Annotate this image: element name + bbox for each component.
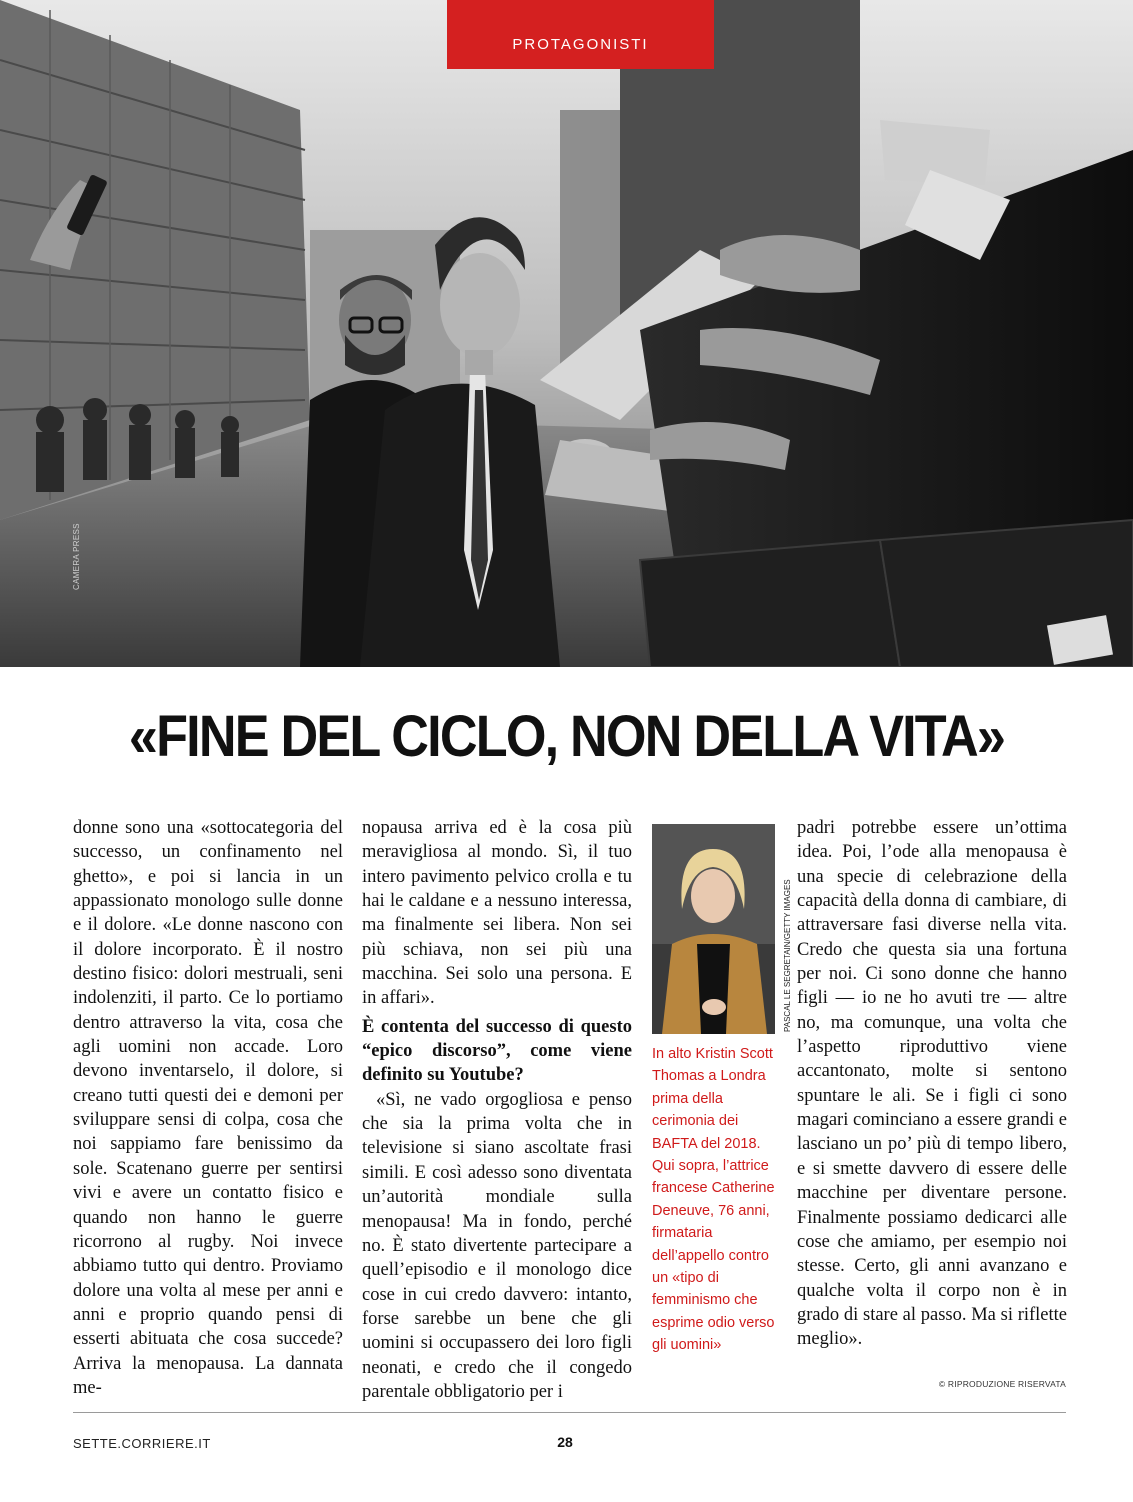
hero-photo-illustration xyxy=(0,0,1133,667)
inset-photo-illustration xyxy=(652,824,775,1034)
paragraph: padri potrebbe essere un’ottima idea. Poi, l’ode alla menopausa è una specie di celebrazione della capacità della donna di cambiare, di attraversare fasi diverse nella vita. Credo che questa sia una fortuna per noi. Ci sono donne che hanno figli — io ne ho avuti tre — altre no, ma comunque, una volta che l’aspetto riproduttivo viene accantonato, molte si sentono spuntare le ali. Se i figli ci sono magari cominciano a essere grandi e lasciano un po’ più di tempo libero, e si smette davvero di essere delle macchine per diventare persone. Finalmente possiamo dedicarci alle cose che amiamo, per esempio noi stesse. Certo, gli anni avanzano e qualche volta il corpo non è in grado di stare al passo. Ma si riflette meglio». xyxy=(797,818,1067,1350)
interview-question: È contenta del successo di questo “epico discorso”, come viene definito su Youtube? xyxy=(362,1016,632,1086)
article-column-1 xyxy=(73,816,343,1400)
section-label: PROTAGONISTI xyxy=(512,36,649,53)
copyright-notice: © RIPRODUZIONE RISERVATA xyxy=(938,1379,1066,1389)
hero-photo-credit: CAMERA PRESS xyxy=(72,523,81,590)
paragraph: donne sono una «sottocategoria del successo, un confinamento nel ghetto», e poi si lancia in un appassionato monologo sulle donne e il dolore. «Le donne nascono con il dolore incorporato. È il nostro destino fisico: dolori mestruali, seni indolenziti, il parto. Ce lo portiamo dentro attraverso la vita, cosa che agli uomini non accade. Loro devono inventarselo, il dolore, si creano tutti questi dei e demoni per sviluppare sensi di colpa, cosa che noi sappiamo fare benissimo da sole. Scatenano guerre per sentirsi vivi e avere un contatto fisico e quando non hanno le guerre ricorrono al rugby. Noi invece abbiamo tutto qui dentro. Proviamo dolore una volta al mese per anni e anni e proprio quando pensi di esserti abituata che cosa succede? Arriva la menopausa. La dannata me- xyxy=(73,818,343,1398)
page-number: 28 xyxy=(557,1434,573,1450)
footer-divider xyxy=(73,1412,1066,1413)
section-tab xyxy=(447,0,714,69)
footer-site: SETTE.CORRIERE.IT xyxy=(73,1436,211,1451)
paragraph: «Sì, ne vado orgogliosa e penso che sia la prima volta che in televisione si siano ascoltate frasi simili. E così adesso sono diventata un’autorità mondiale sulla menopausa! Ma in fondo, perché no. È stato divertente partecipare a quell’episodio e il monologo dice cose in cui credo davvero: intanto, forse sarebbe un bene che gli uomini si occupassero dei loro figli neonati, e credo che il congedo parentale obbligatorio per i xyxy=(362,1089,632,1402)
page-title: «FINE DEL CICLO, NON DELLA VITA» xyxy=(128,704,1005,769)
article-column-2 xyxy=(362,816,632,1404)
paragraph: nopausa arriva ed è la cosa più meravigliosa al mondo. Sì, il tuo intero pavimento pelvico crolla e tu hai le caldane e a nessuno interessa, ma finalmente sei libera. Non sei più schiava, non sei più una macchina. Sei solo una persona. E in affari». xyxy=(362,818,632,1009)
inset-photo-credit: PASCAL LE SEGRETAIN/GETTY IMAGES xyxy=(783,879,792,1032)
inset-photo xyxy=(652,824,775,1034)
hero-photo xyxy=(0,0,1133,667)
article-column-3 xyxy=(797,816,1067,1352)
photo-caption: In alto Kristin Scott Thomas a Londra prima della cerimonia dei BAFTA del 2018. Qui sopra, l’attrice francese Catherine Deneuve, 76 anni, firmataria dell’appello contro un «tipo di femminismo che esprime odio verso gli uomini» xyxy=(652,1046,775,1354)
